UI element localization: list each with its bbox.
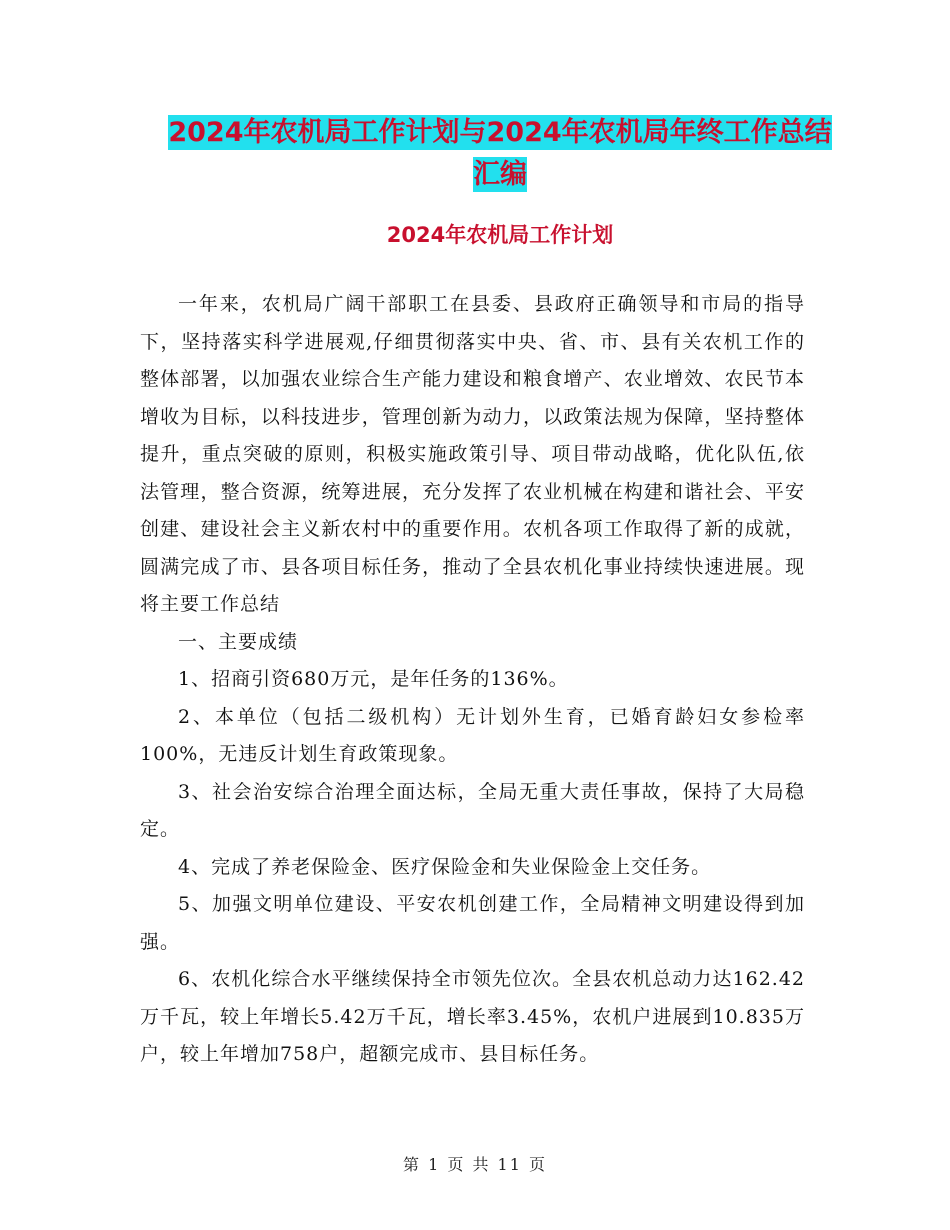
paragraph-item-1: 1、招商引资680万元，是年任务的136%。: [178, 668, 569, 690]
section-title: 2024年农机局工作计划: [386, 223, 614, 247]
document-title-line-1: [140, 110, 860, 156]
paragraph-item-2: 2、本单位（包括二级机构）无计划外生育，已婚育龄妇女参检率100%，无违反计划生育政策现象。: [140, 705, 805, 765]
paragraph-heading-achievements: 一、主要成绩: [178, 630, 299, 653]
document-title-line-2: [140, 152, 860, 198]
paragraph-item-3: 3、社会治安综合治理全面达标，全局无重大责任事故，保持了大局稳定。: [140, 780, 805, 840]
paragraph-intro: 一年来，农机局广阔干部职工在县委、县政府正确领导和市局的指导下，坚持落实科学进展观,仔细贯彻落实中央、省、市、县有关农机工作的整体部署，以加强农业综合生产能力建设和粮食增产、农业增效、农民节本增收为目标，以科技进步，管理创新为动力，以政策法规为保障，坚持整体提升，重点突破的原则，积极实施政策引导、项目带动战略，优化队伍,依法管理，整合资源，统筹进展，充分发挥了农业机械在构建和谐社会、平安创建、建设社会主义新农村中的重要作用。农机各项工作取得了新的成就，圆满完成了市、县各项目标任务，推动了全县农机化事业持续快速进展。现将主要工作总结: [140, 293, 805, 615]
paragraph-item-4: 4、完成了养老保险金、医疗保险金和失业保险金上交任务。: [178, 855, 712, 878]
title-highlight: 2024年农机局工作计划与2024年农机局年终工作总结: [168, 117, 832, 148]
title-highlight-2: 汇编: [473, 159, 527, 190]
document-body: [140, 286, 805, 1074]
page-footer: 第 1 页 共 11 页: [403, 1155, 547, 1174]
paragraph-item-6: 6、农机化综合水平继续保持全市领先位次。全县农机总动力达162.42万千瓦，较上年增长5.42万千瓦，增长率3.45%，农机户进展到10.835万户，较上年增加758户，超额完成市、县目标任务。: [140, 968, 805, 1065]
paragraph-item-5: 5、加强文明单位建设、平安农机创建工作，全局精神文明建设得到加强。: [140, 893, 805, 953]
